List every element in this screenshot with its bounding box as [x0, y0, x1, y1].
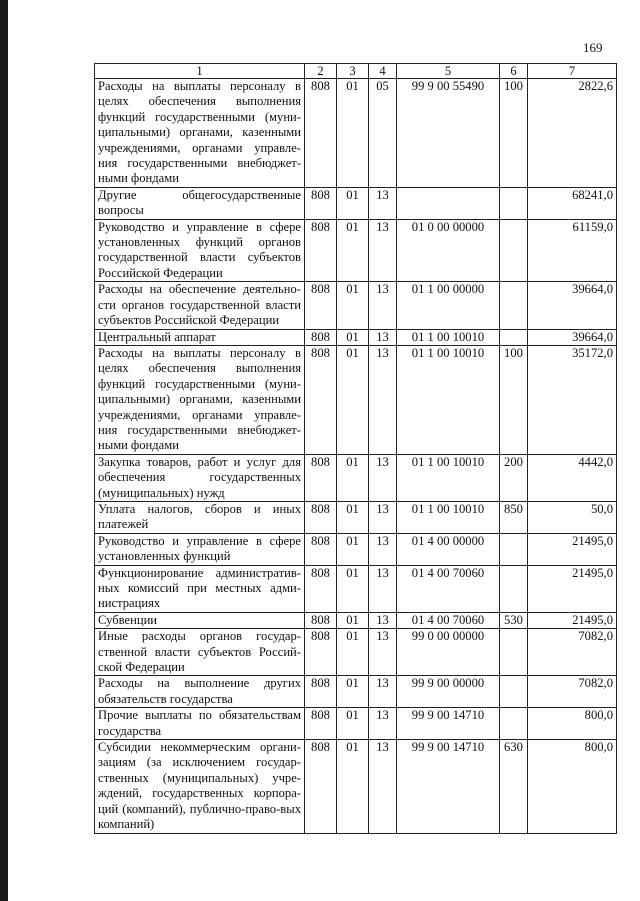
target-article-cell: 01 1 00 10010	[397, 329, 500, 345]
header-row	[95, 64, 617, 79]
grbs-cell: 808	[305, 329, 337, 345]
expense-type-cell	[500, 629, 528, 676]
grbs-cell: 808	[305, 740, 337, 833]
expense-type-cell	[500, 676, 528, 708]
col-header-6: 6	[500, 64, 528, 79]
section-cell: 01	[337, 708, 369, 740]
expense-type-cell	[500, 708, 528, 740]
expense-type-cell	[500, 565, 528, 612]
amount-cell: 21495,0	[528, 533, 617, 565]
target-article-cell: 01 4 00 70060	[397, 612, 500, 628]
grbs-cell: 808	[305, 282, 337, 329]
table-row	[95, 612, 617, 628]
expense-type-cell: 100	[500, 79, 528, 188]
subsection-cell: 13	[369, 708, 397, 740]
section-cell: 01	[337, 454, 369, 501]
table-row	[95, 708, 617, 740]
col-header-5: 5	[397, 64, 500, 79]
subsection-cell: 13	[369, 454, 397, 501]
target-article-cell: 01 4 00 70060	[397, 565, 500, 612]
table-row	[95, 565, 617, 612]
amount-cell: 50,0	[528, 501, 617, 533]
subsection-cell: 13	[369, 533, 397, 565]
amount-cell: 68241,0	[528, 187, 617, 219]
amount-cell: 7082,0	[528, 629, 617, 676]
grbs-cell: 808	[305, 345, 337, 454]
target-article-cell: 01 4 00 00000	[397, 533, 500, 565]
table-row	[95, 345, 617, 454]
subsection-cell: 13	[369, 501, 397, 533]
grbs-cell: 808	[305, 629, 337, 676]
target-article-cell: 99 9 00 55490	[397, 79, 500, 188]
expense-type-cell	[500, 219, 528, 282]
table-row	[95, 629, 617, 676]
expense-name-cell: Закупка товаров, работ и услуг для обеспечения государственных (муниципальных) нужд	[95, 454, 305, 501]
expense-name-cell: Расходы на выплаты персоналу в целях обеспечения выполнения функций государственными (муни-ципальными) органами, казенными учреждениями, органами управле-ния государственными внебюджет-ными фондами	[95, 79, 305, 188]
amount-cell: 2822,6	[528, 79, 617, 188]
expense-name-cell: Расходы на выплаты персоналу в целях обеспечения выполнения функций государственными (муни-ципальными) органами, казенными учреждениями, органами управле-ния государственными внебюджет-ными фондами	[95, 345, 305, 454]
subsection-cell: 13	[369, 629, 397, 676]
budget-table	[94, 63, 617, 834]
section-cell: 01	[337, 219, 369, 282]
target-article-cell: 01 1 00 10010	[397, 345, 500, 454]
table-row	[95, 187, 617, 219]
target-article-cell	[397, 187, 500, 219]
col-header-3: 3	[337, 64, 369, 79]
expense-name-cell: Субвенции	[95, 612, 305, 628]
section-cell: 01	[337, 740, 369, 833]
expense-name-cell: Расходы на выполнение других обязательств государства	[95, 676, 305, 708]
section-cell: 01	[337, 676, 369, 708]
subsection-cell: 13	[369, 345, 397, 454]
section-cell: 01	[337, 501, 369, 533]
subsection-cell: 13	[369, 219, 397, 282]
table-row	[95, 454, 617, 501]
expense-name-cell: Руководство и управление в сфере установленных функций органов государственной власти субъектов Российской Федерации	[95, 219, 305, 282]
subsection-cell: 13	[369, 612, 397, 628]
amount-cell: 39664,0	[528, 282, 617, 329]
expense-type-cell: 200	[500, 454, 528, 501]
subsection-cell: 13	[369, 282, 397, 329]
amount-cell: 4442,0	[528, 454, 617, 501]
section-cell: 01	[337, 187, 369, 219]
page-number: 169	[583, 40, 603, 55]
expense-type-cell: 630	[500, 740, 528, 833]
grbs-cell: 808	[305, 79, 337, 188]
expense-type-cell	[500, 329, 528, 345]
grbs-cell: 808	[305, 187, 337, 219]
table-row	[95, 533, 617, 565]
amount-cell: 800,0	[528, 740, 617, 833]
expense-type-cell: 530	[500, 612, 528, 628]
section-cell: 01	[337, 612, 369, 628]
table-row	[95, 282, 617, 329]
amount-cell: 21495,0	[528, 612, 617, 628]
expense-type-cell: 100	[500, 345, 528, 454]
col-header-1: 1	[95, 64, 305, 79]
expense-name-cell: Другие общегосударственные вопросы	[95, 187, 305, 219]
expense-name-cell: Иные расходы органов государ-ственной власти субъектов Россий-ской Федерации	[95, 629, 305, 676]
target-article-cell: 99 9 00 00000	[397, 676, 500, 708]
section-cell: 01	[337, 565, 369, 612]
grbs-cell: 808	[305, 676, 337, 708]
expense-type-cell	[500, 187, 528, 219]
target-article-cell: 01 1 00 10010	[397, 454, 500, 501]
grbs-cell: 808	[305, 612, 337, 628]
table-row	[95, 329, 617, 345]
table-row	[95, 219, 617, 282]
grbs-cell: 808	[305, 533, 337, 565]
expense-name-cell: Функционирование административ-ных комиссий при местных адми-нистрациях	[95, 565, 305, 612]
amount-cell: 7082,0	[528, 676, 617, 708]
subsection-cell: 13	[369, 187, 397, 219]
expense-name-cell: Субсидии некоммерческим органи-зациям (за исключением государ-ственных (муниципальных) учре-ждений, государственных корпора-ций (компаний), публично-право-вых компаний)	[95, 740, 305, 833]
expense-type-cell	[500, 282, 528, 329]
target-article-cell: 99 0 00 00000	[397, 629, 500, 676]
amount-cell: 21495,0	[528, 565, 617, 612]
grbs-cell: 808	[305, 454, 337, 501]
subsection-cell: 13	[369, 676, 397, 708]
col-header-4: 4	[369, 64, 397, 79]
amount-cell: 35172,0	[528, 345, 617, 454]
target-article-cell: 01 0 00 00000	[397, 219, 500, 282]
amount-cell: 800,0	[528, 708, 617, 740]
col-header-2: 2	[305, 64, 337, 79]
expense-name-cell: Центральный аппарат	[95, 329, 305, 345]
expense-type-cell	[500, 533, 528, 565]
target-article-cell: 01 1 00 00000	[397, 282, 500, 329]
grbs-cell: 808	[305, 708, 337, 740]
target-article-cell: 01 1 00 10010	[397, 501, 500, 533]
subsection-cell: 13	[369, 329, 397, 345]
expense-name-cell: Прочие выплаты по обязательствам государства	[95, 708, 305, 740]
expense-type-cell: 850	[500, 501, 528, 533]
amount-cell: 39664,0	[528, 329, 617, 345]
scan-edge-bar	[0, 0, 8, 901]
table-row	[95, 501, 617, 533]
section-cell: 01	[337, 533, 369, 565]
subsection-cell: 13	[369, 565, 397, 612]
section-cell: 01	[337, 282, 369, 329]
table-row	[95, 740, 617, 833]
section-cell: 01	[337, 629, 369, 676]
grbs-cell: 808	[305, 501, 337, 533]
grbs-cell: 808	[305, 565, 337, 612]
target-article-cell: 99 9 00 14710	[397, 740, 500, 833]
section-cell: 01	[337, 79, 369, 188]
target-article-cell: 99 9 00 14710	[397, 708, 500, 740]
subsection-cell: 13	[369, 740, 397, 833]
expense-name-cell: Уплата налогов, сборов и иных платежей	[95, 501, 305, 533]
table-row	[95, 79, 617, 188]
subsection-cell: 05	[369, 79, 397, 188]
section-cell: 01	[337, 329, 369, 345]
expense-name-cell: Руководство и управление в сфере установленных функций	[95, 533, 305, 565]
col-header-7: 7	[528, 64, 617, 79]
amount-cell: 61159,0	[528, 219, 617, 282]
expense-name-cell: Расходы на обеспечение деятельно-сти органов государственной власти субъектов Российской Федерации	[95, 282, 305, 329]
table-row	[95, 676, 617, 708]
section-cell: 01	[337, 345, 369, 454]
grbs-cell: 808	[305, 219, 337, 282]
